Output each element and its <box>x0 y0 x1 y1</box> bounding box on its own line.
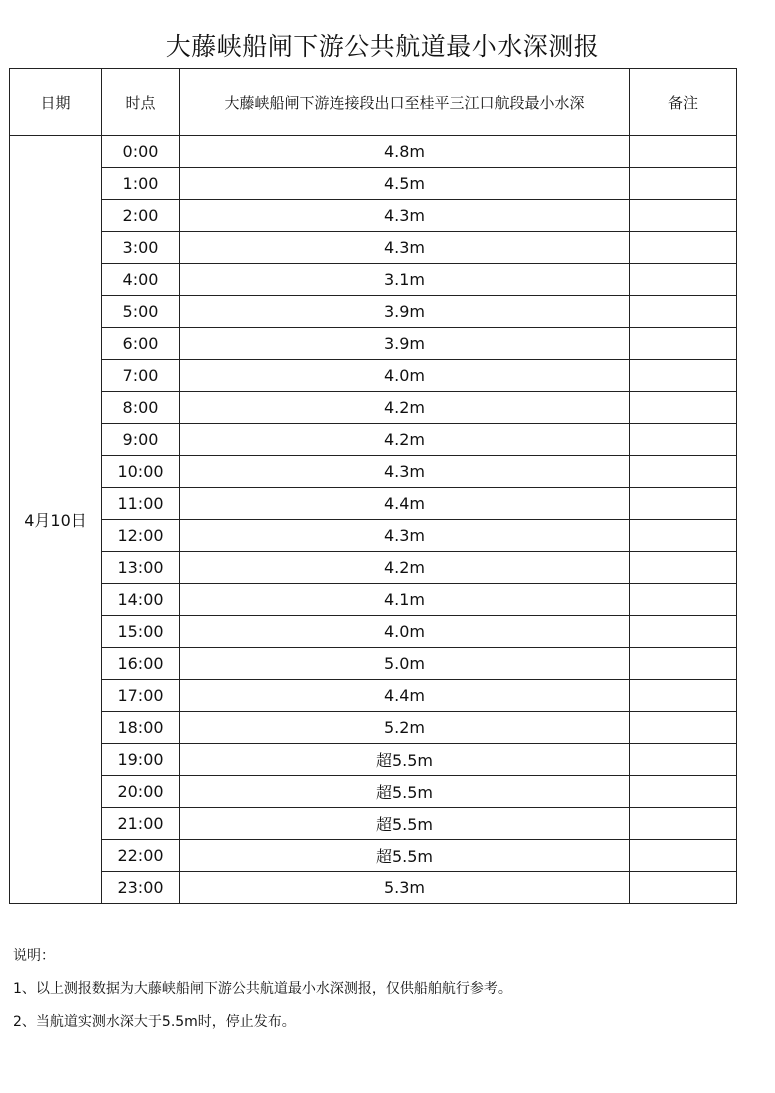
note-cell <box>630 328 737 360</box>
note-cell <box>630 360 737 392</box>
note-cell <box>630 744 737 776</box>
note-cell <box>630 712 737 744</box>
table-row <box>10 200 737 232</box>
time-cell: 0:00 <box>102 136 180 168</box>
time-cell: 13:00 <box>102 552 180 584</box>
table-row <box>10 328 737 360</box>
depth-cell: 4.2m <box>180 424 630 456</box>
table-row <box>10 776 737 808</box>
note-cell <box>630 648 737 680</box>
table-row <box>10 488 737 520</box>
depth-cell: 3.9m <box>180 296 630 328</box>
table-header-row <box>10 69 737 136</box>
date-cell: 4月10日 <box>10 136 102 904</box>
table-row <box>10 648 737 680</box>
time-cell: 9:00 <box>102 424 180 456</box>
note-cell <box>630 136 737 168</box>
time-cell: 16:00 <box>102 648 180 680</box>
notes-section <box>13 940 753 1039</box>
header-note: 备注 <box>630 69 737 136</box>
depth-cell: 4.0m <box>180 360 630 392</box>
table-row <box>10 392 737 424</box>
table-row <box>10 744 737 776</box>
time-cell: 3:00 <box>102 232 180 264</box>
depth-cell: 3.1m <box>180 264 630 296</box>
note-cell <box>630 488 737 520</box>
time-cell: 19:00 <box>102 744 180 776</box>
depth-cell: 4.3m <box>180 232 630 264</box>
note-cell <box>630 456 737 488</box>
table-row <box>10 840 737 872</box>
table-row <box>10 168 737 200</box>
time-cell: 17:00 <box>102 680 180 712</box>
depth-cell: 超5.5m <box>180 840 630 872</box>
note-item-2: 2、当航道实测水深大于5.5m时，停止发布。 <box>13 1014 296 1030</box>
header-date: 日期 <box>10 69 102 136</box>
depth-cell: 4.3m <box>180 520 630 552</box>
depth-cell: 4.2m <box>180 552 630 584</box>
note-cell <box>630 616 737 648</box>
depth-cell: 4.3m <box>180 456 630 488</box>
note-cell <box>630 872 737 904</box>
note-cell <box>630 264 737 296</box>
depth-cell: 5.3m <box>180 872 630 904</box>
depth-cell: 4.0m <box>180 616 630 648</box>
time-cell: 1:00 <box>102 168 180 200</box>
note-cell <box>630 168 737 200</box>
table-row <box>10 712 737 744</box>
depth-cell: 4.5m <box>180 168 630 200</box>
depth-cell: 4.4m <box>180 488 630 520</box>
depth-cell: 4.1m <box>180 584 630 616</box>
note-cell <box>630 424 737 456</box>
time-cell: 5:00 <box>102 296 180 328</box>
table-row <box>10 264 737 296</box>
header-depth: 大藤峡船闸下游连接段出口至桂平三江口航段最小水深 <box>180 69 630 136</box>
depth-cell: 4.8m <box>180 136 630 168</box>
depth-report-table <box>9 68 737 904</box>
table-row <box>10 872 737 904</box>
table-row <box>10 456 737 488</box>
table-row <box>10 424 737 456</box>
depth-cell: 超5.5m <box>180 808 630 840</box>
depth-cell: 5.0m <box>180 648 630 680</box>
note-cell <box>630 680 737 712</box>
time-cell: 8:00 <box>102 392 180 424</box>
time-cell: 14:00 <box>102 584 180 616</box>
time-cell: 23:00 <box>102 872 180 904</box>
table-row <box>10 232 737 264</box>
note-item-1: 1、以上测报数据为大藤峡船闸下游公共航道最小水深测报，仅供船舶航行参考。 <box>13 981 512 997</box>
table-body <box>10 136 737 904</box>
time-cell: 6:00 <box>102 328 180 360</box>
time-cell: 22:00 <box>102 840 180 872</box>
note-cell <box>630 808 737 840</box>
page-title: 大藤峡船闸下游公共航道最小水深测报 <box>165 32 600 61</box>
depth-cell: 4.3m <box>180 200 630 232</box>
table-row <box>10 552 737 584</box>
table-row <box>10 616 737 648</box>
depth-cell: 3.9m <box>180 328 630 360</box>
note-cell <box>630 840 737 872</box>
time-cell: 18:00 <box>102 712 180 744</box>
depth-cell: 5.2m <box>180 712 630 744</box>
time-cell: 7:00 <box>102 360 180 392</box>
note-cell <box>630 200 737 232</box>
depth-cell: 4.4m <box>180 680 630 712</box>
note-cell <box>630 232 737 264</box>
note-cell <box>630 520 737 552</box>
note-cell <box>630 392 737 424</box>
table-row <box>10 136 737 168</box>
depth-cell: 4.2m <box>180 392 630 424</box>
time-cell: 4:00 <box>102 264 180 296</box>
note-cell <box>630 296 737 328</box>
table-row <box>10 360 737 392</box>
note-cell <box>630 552 737 584</box>
table-row <box>10 584 737 616</box>
note-cell <box>630 776 737 808</box>
note-cell <box>630 584 737 616</box>
time-cell: 10:00 <box>102 456 180 488</box>
table-row <box>10 680 737 712</box>
time-cell: 21:00 <box>102 808 180 840</box>
table-row <box>10 808 737 840</box>
time-cell: 11:00 <box>102 488 180 520</box>
header-time: 时点 <box>102 69 180 136</box>
table-row <box>10 520 737 552</box>
depth-cell: 超5.5m <box>180 744 630 776</box>
depth-cell: 超5.5m <box>180 776 630 808</box>
time-cell: 15:00 <box>102 616 180 648</box>
time-cell: 20:00 <box>102 776 180 808</box>
time-cell: 12:00 <box>102 520 180 552</box>
time-cell: 2:00 <box>102 200 180 232</box>
notes-heading: 说明： <box>13 948 55 964</box>
table-row <box>10 296 737 328</box>
